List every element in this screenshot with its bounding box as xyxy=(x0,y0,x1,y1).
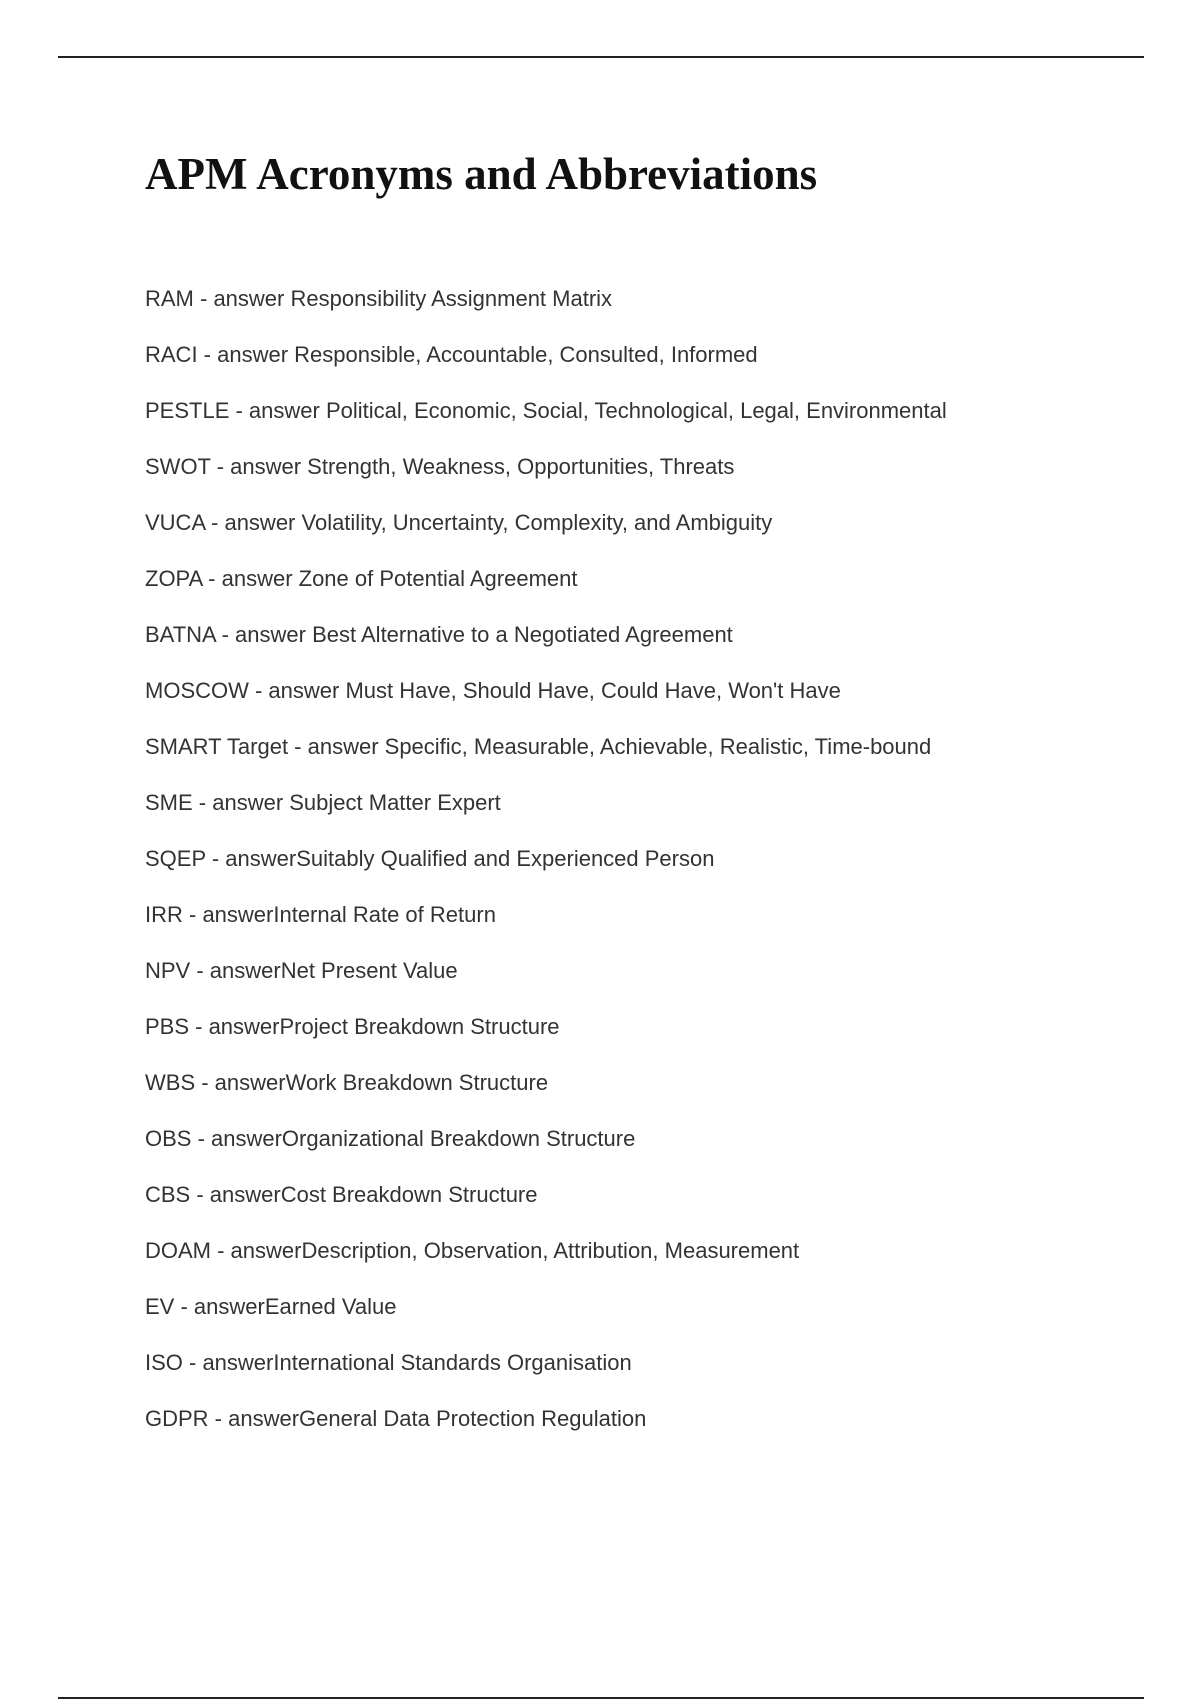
list-item: CBS - answerCost Breakdown Structure xyxy=(145,1182,538,1207)
list-item: SME - answer Subject Matter Expert xyxy=(145,790,501,815)
footer-rule xyxy=(58,1697,1144,1699)
list-item: SMART Target - answer Specific, Measurable, Achievable, Realistic, Time-bound xyxy=(145,734,932,759)
list-item: DOAM - answerDescription, Observation, Attribution, Measurement xyxy=(145,1238,800,1263)
list-item: EV - answerEarned Value xyxy=(145,1294,397,1319)
list-item: ISO - answerInternational Standards Organisation xyxy=(145,1350,632,1375)
list-item: OBS - answerOrganizational Breakdown Structure xyxy=(145,1126,636,1151)
acronym-list xyxy=(145,282,1145,1458)
list-item: BATNA - answer Best Alternative to a Negotiated Agreement xyxy=(145,622,733,647)
page-title: APM Acronyms and Abbreviations xyxy=(145,149,818,199)
list-item: GDPR - answerGeneral Data Protection Regulation xyxy=(145,1406,647,1431)
list-item: PBS - answerProject Breakdown Structure xyxy=(145,1014,560,1039)
list-item: PESTLE - answer Political, Economic, Social, Technological, Legal, Environmental xyxy=(145,398,947,423)
list-item: ZOPA - answer Zone of Potential Agreement xyxy=(145,566,578,591)
list-item: SQEP - answerSuitably Qualified and Experienced Person xyxy=(145,846,715,871)
list-item: MOSCOW - answer Must Have, Should Have, Could Have, Won't Have xyxy=(145,678,841,703)
header-rule xyxy=(58,56,1144,58)
list-item: RAM - answer Responsibility Assignment Matrix xyxy=(145,286,613,311)
list-item: NPV - answerNet Present Value xyxy=(145,958,458,983)
list-item: WBS - answerWork Breakdown Structure xyxy=(145,1070,549,1095)
list-item: VUCA - answer Volatility, Uncertainty, Complexity, and Ambiguity xyxy=(145,510,773,535)
list-item: IRR - answerInternal Rate of Return xyxy=(145,902,496,927)
list-item: SWOT - answer Strength, Weakness, Opportunities, Threats xyxy=(145,454,735,479)
list-item: RACI - answer Responsible, Accountable, Consulted, Informed xyxy=(145,342,758,367)
